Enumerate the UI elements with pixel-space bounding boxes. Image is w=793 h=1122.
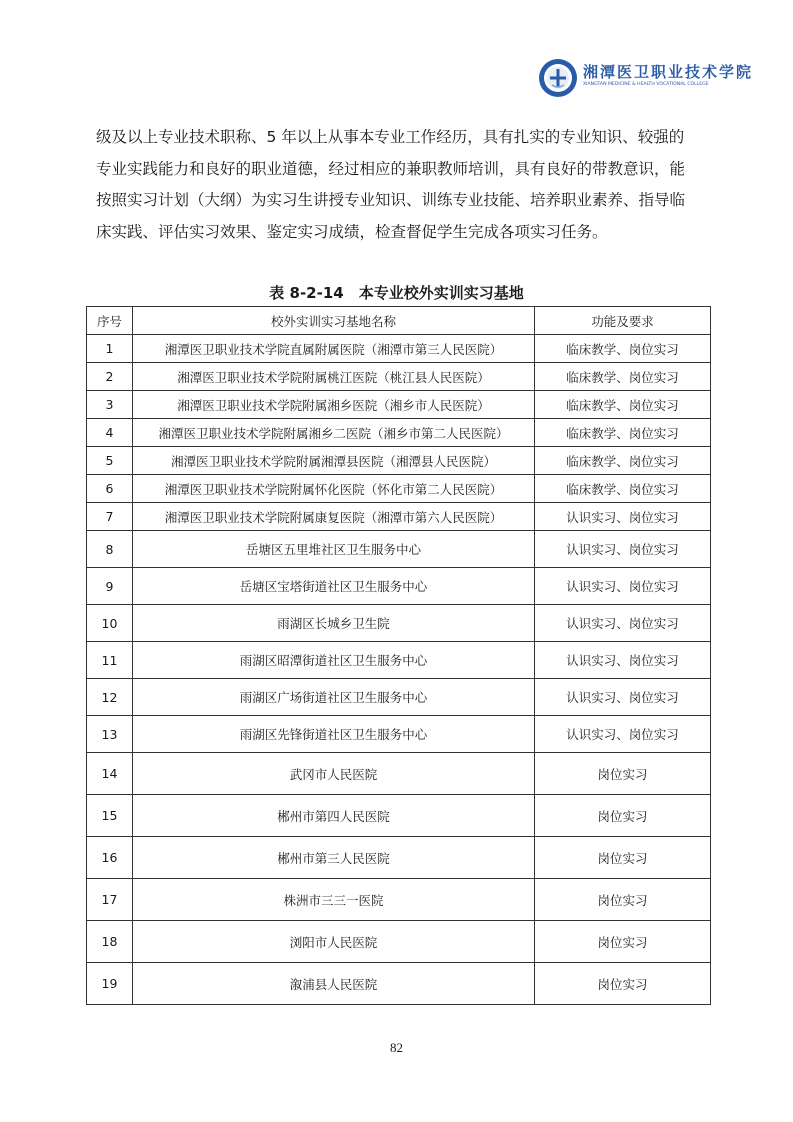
- row-base-name: 武冈市人民医院: [133, 753, 535, 795]
- table-row: [87, 419, 711, 447]
- row-function: 临床教学、岗位实习: [535, 335, 711, 363]
- table-row: [87, 753, 711, 795]
- row-base-name: 岳塘区五里堆社区卫生服务中心: [133, 531, 535, 568]
- table-row: [87, 531, 711, 568]
- row-function: 岗位实习: [535, 795, 711, 837]
- row-number: 10: [87, 605, 133, 642]
- table-row: [87, 391, 711, 419]
- table-row: [87, 795, 711, 837]
- row-function: 认识实习、岗位实习: [535, 503, 711, 531]
- row-base-name: 浏阳市人民医院: [133, 921, 535, 963]
- row-number: 1: [87, 335, 133, 363]
- table-row: [87, 716, 711, 753]
- table-row: [87, 447, 711, 475]
- paragraph-line: 床实践、评估实习效果、鉴定实习成绩，检查督促学生完成各项实习任务。: [96, 222, 608, 241]
- row-function: 临床教学、岗位实习: [535, 447, 711, 475]
- table-row: [87, 503, 711, 531]
- table-row: [87, 335, 711, 363]
- row-number: 15: [87, 795, 133, 837]
- table-row: [87, 642, 711, 679]
- row-function: 岗位实习: [535, 879, 711, 921]
- row-number: 18: [87, 921, 133, 963]
- header-base-name: 校外实训实习基地名称: [133, 307, 535, 335]
- row-base-name: 郴州市第三人民医院: [133, 837, 535, 879]
- paragraph-line: 按照实习计划（大纲）为实习生讲授专业知识、训练专业技能、培养职业素养、指导临: [96, 191, 686, 209]
- row-function: 认识实习、岗位实习: [535, 568, 711, 605]
- table-row: [87, 475, 711, 503]
- paragraph-line: 级及以上专业技术职称、5 年以上从事本专业工作经历，具有扎实的专业知识、较强的: [96, 128, 685, 146]
- row-function: 认识实习、岗位实习: [535, 531, 711, 568]
- row-base-name: 雨湖区广场街道社区卫生服务中心: [133, 679, 535, 716]
- college-emblem-icon: [538, 58, 578, 98]
- row-number: 6: [87, 475, 133, 503]
- row-function: 认识实习、岗位实习: [535, 679, 711, 716]
- table-row: [87, 921, 711, 963]
- row-number: 19: [87, 963, 133, 1005]
- row-base-name: 湘潭医卫职业技术学院附属桃江医院（桃江县人民医院）: [133, 363, 535, 391]
- row-number: 9: [87, 568, 133, 605]
- header-function: 功能及要求: [535, 307, 711, 335]
- row-function: 认识实习、岗位实习: [535, 716, 711, 753]
- row-number: 12: [87, 679, 133, 716]
- table-row: [87, 963, 711, 1005]
- row-function: 临床教学、岗位实习: [535, 475, 711, 503]
- table-header-row: [87, 307, 711, 335]
- row-base-name: 岳塘区宝塔街道社区卫生服务中心: [133, 568, 535, 605]
- logo-english-name: XIANGTAN MEDICINE & HEALTH VOCATIONAL COLLEGE: [583, 82, 709, 87]
- row-function: 岗位实习: [535, 921, 711, 963]
- row-function: 岗位实习: [535, 837, 711, 879]
- row-number: 14: [87, 753, 133, 795]
- row-number: 5: [87, 447, 133, 475]
- training-base-table: [86, 306, 711, 1005]
- row-base-name: 雨湖区长城乡卫生院: [133, 605, 535, 642]
- row-base-name: 湘潭医卫职业技术学院附属怀化医院（怀化市第二人民医院）: [133, 475, 535, 503]
- row-number: 16: [87, 837, 133, 879]
- table-row: [87, 837, 711, 879]
- row-base-name: 雨湖区先锋街道社区卫生服务中心: [133, 716, 535, 753]
- table-row: [87, 879, 711, 921]
- row-function: 临床教学、岗位实习: [535, 363, 711, 391]
- row-function: 岗位实习: [535, 753, 711, 795]
- row-number: 13: [87, 716, 133, 753]
- row-function: 临床教学、岗位实习: [535, 391, 711, 419]
- row-number: 4: [87, 419, 133, 447]
- row-base-name: 湘潭医卫职业技术学院附属湘乡二医院（湘乡市第二人民医院）: [133, 419, 535, 447]
- row-number: 17: [87, 879, 133, 921]
- row-function: 临床教学、岗位实习: [535, 419, 711, 447]
- table-row: [87, 363, 711, 391]
- row-function: 认识实习、岗位实习: [535, 642, 711, 679]
- logo-chinese-name: 湘潭医卫职业技术学院: [583, 63, 754, 81]
- table-caption: 表 8-2-14 本专业校外实训实习基地: [269, 284, 524, 302]
- row-number: 2: [87, 363, 133, 391]
- page-number: 82: [390, 1040, 403, 1055]
- row-function: 岗位实习: [535, 963, 711, 1005]
- row-base-name: 郴州市第四人民医院: [133, 795, 535, 837]
- row-number: 3: [87, 391, 133, 419]
- row-base-name: 溆浦县人民医院: [133, 963, 535, 1005]
- row-number: 7: [87, 503, 133, 531]
- row-base-name: 株洲市三三一医院: [133, 879, 535, 921]
- row-number: 8: [87, 531, 133, 568]
- college-logo: [538, 58, 754, 98]
- body-paragraph: [96, 122, 696, 248]
- row-base-name: 湘潭医卫职业技术学院直属附属医院（湘潭市第三人民医院）: [133, 335, 535, 363]
- row-number: 11: [87, 642, 133, 679]
- table-row: [87, 568, 711, 605]
- row-function: 认识实习、岗位实习: [535, 605, 711, 642]
- row-base-name: 湘潭医卫职业技术学院附属湘潭县医院（湘潭县人民医院）: [133, 447, 535, 475]
- row-base-name: 湘潭医卫职业技术学院附属湘乡医院（湘乡市人民医院）: [133, 391, 535, 419]
- header-number: 序号: [87, 307, 133, 335]
- row-base-name: 雨湖区昭潭街道社区卫生服务中心: [133, 642, 535, 679]
- paragraph-line: 专业实践能力和良好的职业道德，经过相应的兼职教师培训，具有良好的带教意识，能: [96, 159, 686, 178]
- row-base-name: 湘潭医卫职业技术学院附属康复医院（湘潭市第六人民医院）: [133, 503, 535, 531]
- table-row: [87, 605, 711, 642]
- table-row: [87, 679, 711, 716]
